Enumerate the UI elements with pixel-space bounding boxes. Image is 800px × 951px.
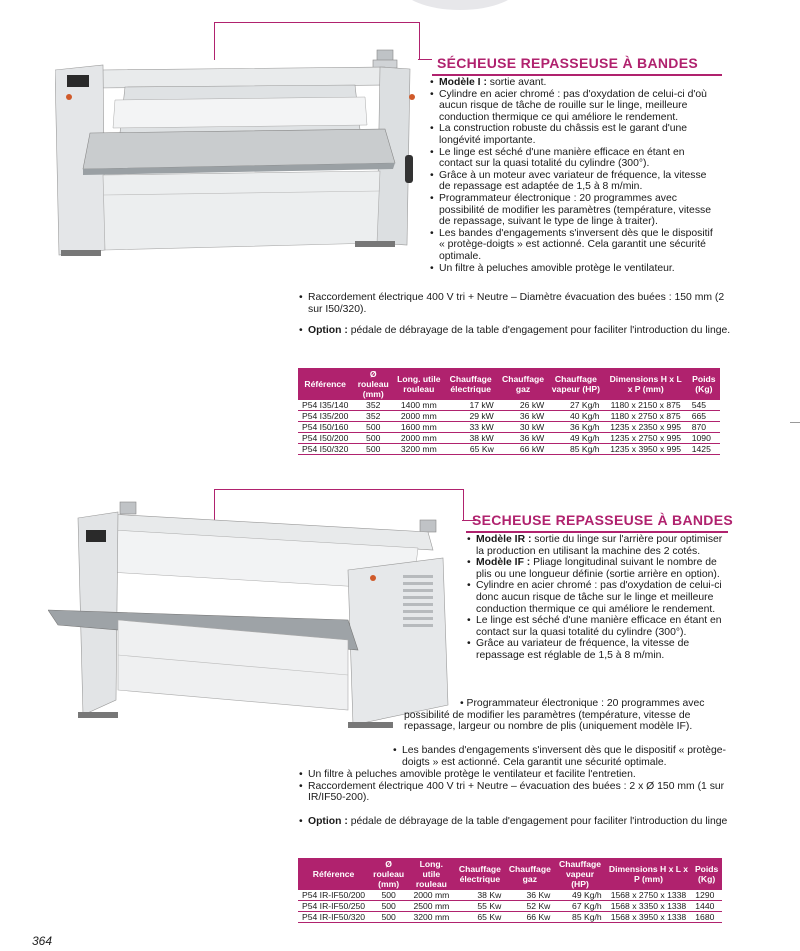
table-header-row	[298, 368, 720, 400]
section2-programmer-bullet: • Programmateur électronique : 20 programmes avec possibilité de modifier les paramètres (température, vitesse de repassage, largeur ou nombre de plis (uniquement modèle IF).	[404, 698, 705, 733]
table-cell: 870	[688, 422, 720, 433]
section1-title: SÉCHEUSE REPASSEUSE À BANDES	[437, 55, 698, 71]
table-cell: 29 kW	[444, 411, 498, 422]
table-cell: 66 Kw	[505, 912, 554, 923]
section1-option-note: • Option : pédale de débrayage de la table d'engagement pour faciliter l'introduction du linge.	[299, 325, 731, 336]
header-decoration	[400, 0, 520, 10]
table-cell: 1235 x 2750 x 995	[604, 433, 688, 444]
table-cell: 17 kW	[444, 400, 498, 411]
table-cell: 65 Kw	[455, 912, 506, 923]
table-cell: 3200 mm	[394, 444, 443, 455]
table-header: Chauffage gaz	[505, 858, 554, 890]
table-header: Ø rouleau (mm)	[369, 858, 408, 890]
section1-title-rule	[432, 74, 722, 76]
table-cell: 1425	[688, 444, 720, 455]
section2-title-rule	[466, 531, 728, 533]
section2-bullet-list	[466, 534, 728, 662]
table-header: Long. utile rouleau	[394, 368, 443, 400]
table-cell: 38 kW	[444, 433, 498, 444]
table-cell: 1235 x 3950 x 995	[604, 444, 688, 455]
table-cell: 2500 mm	[408, 901, 454, 912]
table-cell: 55 Kw	[455, 901, 506, 912]
list-item: • Un filtre à peluches amovible protège le ventilateur.	[429, 263, 719, 275]
table-cell: P54 I50/200	[298, 433, 352, 444]
table-cell: 65 Kw	[444, 444, 498, 455]
table-header: Ø rouleau (mm)	[352, 368, 394, 400]
table-cell: P54 I50/320	[298, 444, 352, 455]
section2-title: SECHEUSE REPASSEUSE À BANDES	[472, 512, 733, 528]
table-header: Chauffage électrique	[444, 368, 498, 400]
table-cell: 26 kW	[498, 400, 548, 411]
table-cell: 85 Kg/h	[554, 912, 605, 923]
table-row	[298, 912, 722, 923]
list-item: • Le linge est séché d'une manière efficace en étant en contact sur la quasi totalité du cylindre (300°).	[429, 147, 719, 170]
table-cell: 27 Kg/h	[548, 400, 603, 411]
table-row	[298, 433, 720, 444]
list-item: • Cylindre en acier chromé : pas d'oxydation de celui-ci donc aucun risque de tâche sur le linge et meilleure conduction thermique ce qui améliore le rendement.	[466, 580, 728, 615]
table-cell: P54 I35/200	[298, 411, 352, 422]
table-cell: 2000 mm	[394, 433, 443, 444]
table-header-row	[298, 858, 722, 890]
table-cell: 1568 x 3950 x 1338	[606, 912, 692, 923]
table-cell: 49 Kg/h	[554, 890, 605, 901]
section2-spec-table	[298, 858, 722, 923]
table-cell: 3200 mm	[408, 912, 454, 923]
table-cell: 40 Kg/h	[548, 411, 603, 422]
table-row	[298, 411, 720, 422]
table-cell: 500	[352, 422, 394, 433]
table-cell: 52 Kw	[505, 901, 554, 912]
table-cell: 1600 mm	[394, 422, 443, 433]
table-cell: P54 IR-IF50/320	[298, 912, 369, 923]
section1-bullet-list	[429, 77, 719, 274]
table-cell: 352	[352, 400, 394, 411]
table-header: Chauffage gaz	[498, 368, 548, 400]
table-header: Chauffage vapeur (HP)	[554, 858, 605, 890]
list-item: • Programmateur électronique : 20 programmes avec possibilité de modifier les paramètres (température, vitesse de repassage, suivant le type de linge à traiter).	[429, 193, 719, 228]
table-cell: 30 kW	[498, 422, 548, 433]
table-cell: 1180 x 2150 x 875	[604, 400, 688, 411]
list-item: • Grâce à un moteur avec variateur de fréquence, la vitesse de repassage est adaptée de 1,5 à 8 m/min.	[429, 170, 719, 193]
table-cell: P54 I50/160	[298, 422, 352, 433]
table-cell: 38 Kw	[455, 890, 506, 901]
table-cell: P54 I35/140	[298, 400, 352, 411]
table-cell: 33 kW	[444, 422, 498, 433]
table-header: Poids (Kg)	[691, 858, 722, 890]
table-cell: 500	[352, 444, 394, 455]
table-cell: 1090	[688, 433, 720, 444]
table-cell: 36 kW	[498, 411, 548, 422]
list-item: • Un filtre à peluches amovible protège le ventilateur et facilite l'entretien.	[298, 769, 728, 781]
table-row	[298, 422, 720, 433]
table-cell: 36 kW	[498, 433, 548, 444]
table-header: Poids (Kg)	[688, 368, 720, 400]
list-item: • Modèle IF : Pliage longitudinal suivant le nombre de plis ou une longueur définie (sortie arrière en option).	[466, 557, 728, 580]
table-cell: 49 Kg/h	[548, 433, 603, 444]
table-cell: 500	[352, 433, 394, 444]
table-cell: 1440	[691, 901, 722, 912]
table-header: Chauffage vapeur (HP)	[548, 368, 603, 400]
section2-mid-bullet-list	[392, 745, 727, 768]
table-row	[298, 444, 720, 455]
section1-spec-table	[298, 368, 720, 455]
table-header: Dimensions H x L x P (mm)	[604, 368, 688, 400]
list-item: • Raccordement électrique 400 V tri + Neutre – Diamètre évacuation des buées : 150 mm (2 sur I50/320).	[298, 292, 728, 315]
list-item: • Les bandes d'engagements s'inversent dès que le dispositif « protège-doigts » est actionné. Cela garantit une sécurité optimale.	[429, 228, 719, 263]
list-item: • Modèle IR : sortie du linge sur l'arrière pour optimiser la production en utilisant la machine des 2 cotés.	[466, 534, 728, 557]
table-cell: 67 Kg/h	[554, 901, 605, 912]
table-header: Dimensions H x L x P (mm)	[606, 858, 692, 890]
list-item: • Les bandes d'engagements s'inversent dès que le dispositif « protège-doigts » est actionné. Cela garantit une sécurité optimale.	[392, 745, 727, 768]
table-cell: 2000 mm	[408, 890, 454, 901]
section2-wide-bullet-list	[298, 769, 728, 804]
table-cell: 1568 x 2750 x 1338	[606, 890, 692, 901]
table-cell: 66 kW	[498, 444, 548, 455]
ironer-machine-image-1	[55, 45, 425, 260]
table-cell: 500	[369, 901, 408, 912]
table-row	[298, 901, 722, 912]
table-cell: 1568 x 3350 x 1338	[606, 901, 692, 912]
table-cell: 36 Kg/h	[548, 422, 603, 433]
list-item: • Modèle I : sortie avant.	[429, 77, 719, 89]
table-header: Chauffage électrique	[455, 858, 506, 890]
table-cell: 1235 x 2350 x 995	[604, 422, 688, 433]
table-cell: 36 Kw	[505, 890, 554, 901]
table-header: Référence	[298, 858, 369, 890]
table-cell: 1290	[691, 890, 722, 901]
table-cell: 665	[688, 411, 720, 422]
table-cell: 2000 mm	[394, 411, 443, 422]
list-item: • Cylindre en acier chromé : pas d'oxydation de celui-ci d'où aucun risque de tâche de rouille sur le linge, meilleure conduction thermique ce qui améliore le rendement.	[429, 89, 719, 124]
table-cell: 545	[688, 400, 720, 411]
table-cell: P54 IR-IF50/250	[298, 901, 369, 912]
table-cell: 1400 mm	[394, 400, 443, 411]
section2-option-note: • Option : pédale de débrayage de la table d'engagement pour faciliter l'introduction du linge	[299, 816, 728, 827]
table-header: Référence	[298, 368, 352, 400]
table-row	[298, 400, 720, 411]
margin-tick	[790, 422, 800, 423]
table-cell: 1680	[691, 912, 722, 923]
table-cell: 352	[352, 411, 394, 422]
table-cell: 500	[369, 890, 408, 901]
list-item: • Le linge est séché d'une manière efficace en étant en contact sur la quasi totalité du cylindre (300°).	[466, 615, 728, 638]
list-item: • Grâce au variateur de fréquence, la vitesse de repassage est réglable de 1,5 à 8 m/min.	[466, 638, 728, 661]
table-cell: 85 Kg/h	[548, 444, 603, 455]
table-header: Long. utile rouleau	[408, 858, 454, 890]
page-number: 364	[32, 934, 53, 948]
list-item: • La construction robuste du châssis est le garant d'une longévité importante.	[429, 123, 719, 146]
list-item: • Raccordement électrique 400 V tri + Neutre – évacuation des buées : 2 x Ø 150 mm (1 sur IR/IF50-200).	[298, 781, 728, 804]
table-cell: 1180 x 2750 x 875	[604, 411, 688, 422]
table-row	[298, 890, 722, 901]
section1-wide-bullet-list	[298, 292, 728, 315]
table-cell: 500	[369, 912, 408, 923]
table-cell: P54 IR-IF50/200	[298, 890, 369, 901]
